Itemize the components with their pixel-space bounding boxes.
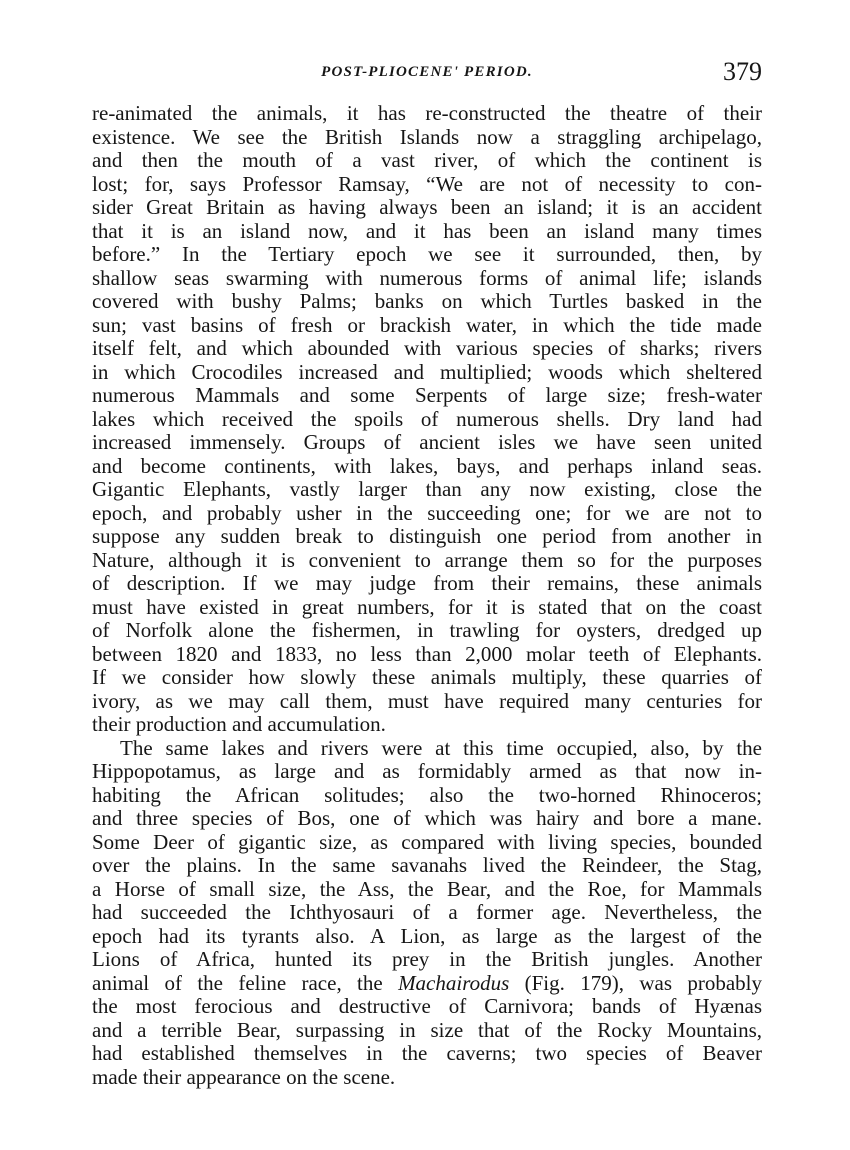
text-line: covered with bushy Palms; banks on which Turtles basked in the xyxy=(92,289,762,313)
text-line: epoch had its tyrants also. A Lion, as large as the largest of the xyxy=(92,923,762,948)
text-line: suppose any sudden break to distinguish one period from another in xyxy=(92,524,762,548)
text-line: and then the mouth of a vast river, of which the continent is xyxy=(92,148,762,172)
text-line: habiting the African solitudes; also the two-horned Rhinoceros; xyxy=(92,782,762,807)
text-line: Gigantic Elephants, vastly larger than any now existing, close the xyxy=(92,477,762,501)
text-line: made their appearance on the scene. xyxy=(92,1064,396,1089)
genus-name: Machairodus xyxy=(398,970,510,995)
text-line: numerous Mammals and some Serpents of large size; fresh-water xyxy=(92,383,762,407)
text-line: had succeeded the Ichthyosauri of a former age. Nevertheless, the xyxy=(92,900,762,924)
body-text xyxy=(92,102,762,1089)
text-line: If we consider how slowly these animals multiply, these quarries of xyxy=(92,665,762,689)
text-line: Lions of Africa, hunted its prey in the British jungles. Another xyxy=(92,947,762,971)
text-line: sun; vast basins of fresh or brackish water, in which the tide made xyxy=(92,312,762,337)
text-line: animal of the feline race, the Machairodus (Fig. 179), was probably xyxy=(92,970,762,995)
paragraph-2 xyxy=(92,737,762,1090)
text-line: Nature, although it is convenient to arrange them so for the purposes xyxy=(92,547,762,572)
text-line: a Horse of small size, the Ass, the Bear, and the Roe, for Mammals xyxy=(92,876,762,901)
text-line: existence. We see the British Islands now a straggling archipelago, xyxy=(92,124,762,149)
text-line: re-animated the animals, it has re-constructed the theatre of their xyxy=(92,101,762,125)
text-line: lost; for, says Professor Ramsay, “We are not of necessity to con- xyxy=(92,171,762,196)
text-line: and three species of Bos, one of which was hairy and bore a mane. xyxy=(92,806,762,830)
running-head xyxy=(92,56,762,96)
text-line: of description. If we may judge from their remains, these animals xyxy=(92,571,762,595)
text-line: in which Crocodiles increased and multiplied; woods which sheltered xyxy=(92,359,762,384)
paragraph-1 xyxy=(92,102,762,737)
running-title: POST-PLIOCENE' PERIOD. xyxy=(321,64,533,80)
text-line: increased immensely. Groups of ancient isles we have seen united xyxy=(92,430,762,454)
text-line: ivory, as we may call them, must have required many centuries for xyxy=(92,688,762,713)
text-line: that it is an island now, and it has been an island many times xyxy=(92,218,762,243)
text-line: must have existed in great numbers, for it is stated that on the coast xyxy=(92,594,762,619)
text-line: between 1820 and 1833, no less than 2,000 molar teeth of Elephants. xyxy=(92,641,762,666)
text-line: shallow seas swarming with numerous forms of animal life; islands xyxy=(92,265,762,290)
text-line: over the plains. In the same savanahs lived the Reindeer, the Stag, xyxy=(92,853,762,877)
text-line: and a terrible Bear, surpassing in size that of the Rocky Mountains, xyxy=(92,1017,762,1042)
text-line: itself felt, and which abounded with various species of sharks; rivers xyxy=(92,336,762,360)
text-line: before.” In the Tertiary epoch we see it surrounded, then, by xyxy=(92,242,762,266)
text-line: Some Deer of gigantic size, as compared with living species, bounded xyxy=(92,829,762,854)
text-line: the most ferocious and destructive of Carnivora; bands of Hyænas xyxy=(92,994,762,1018)
text-line: of Norfolk alone the fishermen, in trawling for oysters, dredged up xyxy=(92,618,762,642)
text-line: The same lakes and rivers were at this time occupied, also, by the xyxy=(120,735,762,760)
text-line: sider Great Britain as having always been an island; it is an accident xyxy=(92,195,762,219)
text-line: had established themselves in the caverns; two species of Beaver xyxy=(92,1041,762,1065)
page-number: 379 xyxy=(723,57,762,86)
text-line: their production and accumulation. xyxy=(92,712,386,736)
text-line: Hippopotamus, as large and as formidably armed as that now in- xyxy=(92,759,762,783)
text-line: epoch, and probably usher in the succeeding one; for we are not to xyxy=(92,500,762,525)
text-line: and become continents, with lakes, bays, and perhaps inland seas. xyxy=(92,453,762,478)
text-line: lakes which received the spoils of numerous shells. Dry land had xyxy=(92,406,762,431)
